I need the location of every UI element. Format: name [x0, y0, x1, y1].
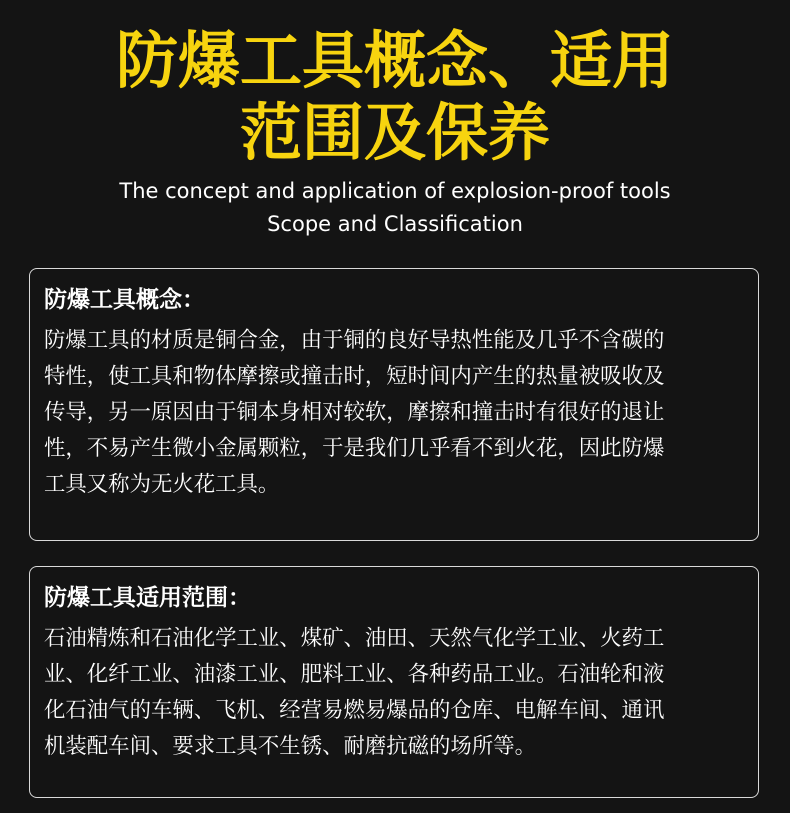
concept-line: 性，不易产生微小金属颗粒，于是我们几乎看不到火花，因此防爆	[44, 436, 665, 461]
scope-heading: 防爆工具适用范围：	[44, 585, 251, 611]
concept-card	[29, 268, 759, 541]
scope-line: 化石油气的车辆、飞机、经营易燃易爆品的仓库、电解车间、通讯	[44, 698, 665, 723]
scope-line: 机装配车间、要求工具不生锈、耐磨抗磁的场所等。	[44, 734, 536, 759]
page-title-line-1: 防爆工具概念、适用	[115, 24, 674, 97]
concept-body	[44, 323, 744, 503]
page-title-line-2: 范围及保养	[239, 96, 550, 169]
scope-card	[29, 566, 759, 798]
scope-line: 石油精炼和石油化学工业、煤矿、油田、天然气化学工业、火药工	[44, 626, 665, 651]
concept-line: 工具又称为无火花工具。	[44, 472, 280, 497]
subtitle-line-2: Scope and Classification	[267, 212, 523, 236]
concept-line: 特性，使工具和物体摩擦或撞击时，短时间内产生的热量被吸收及	[44, 364, 665, 389]
concept-line: 传导，另一原因由于铜本身相对较软，摩擦和撞击时有很好的退让	[44, 400, 665, 425]
scope-body	[44, 621, 744, 765]
subtitle-line-1: The concept and application of explosion-proof tools	[119, 179, 671, 203]
scope-line: 业、化纤工业、油漆工业、肥料工业、各种药品工业。石油轮和液	[44, 662, 665, 687]
concept-heading: 防爆工具概念：	[44, 287, 205, 313]
concept-line: 防爆工具的材质是铜合金，由于铜的良好导热性能及几乎不含碳的	[44, 328, 665, 353]
